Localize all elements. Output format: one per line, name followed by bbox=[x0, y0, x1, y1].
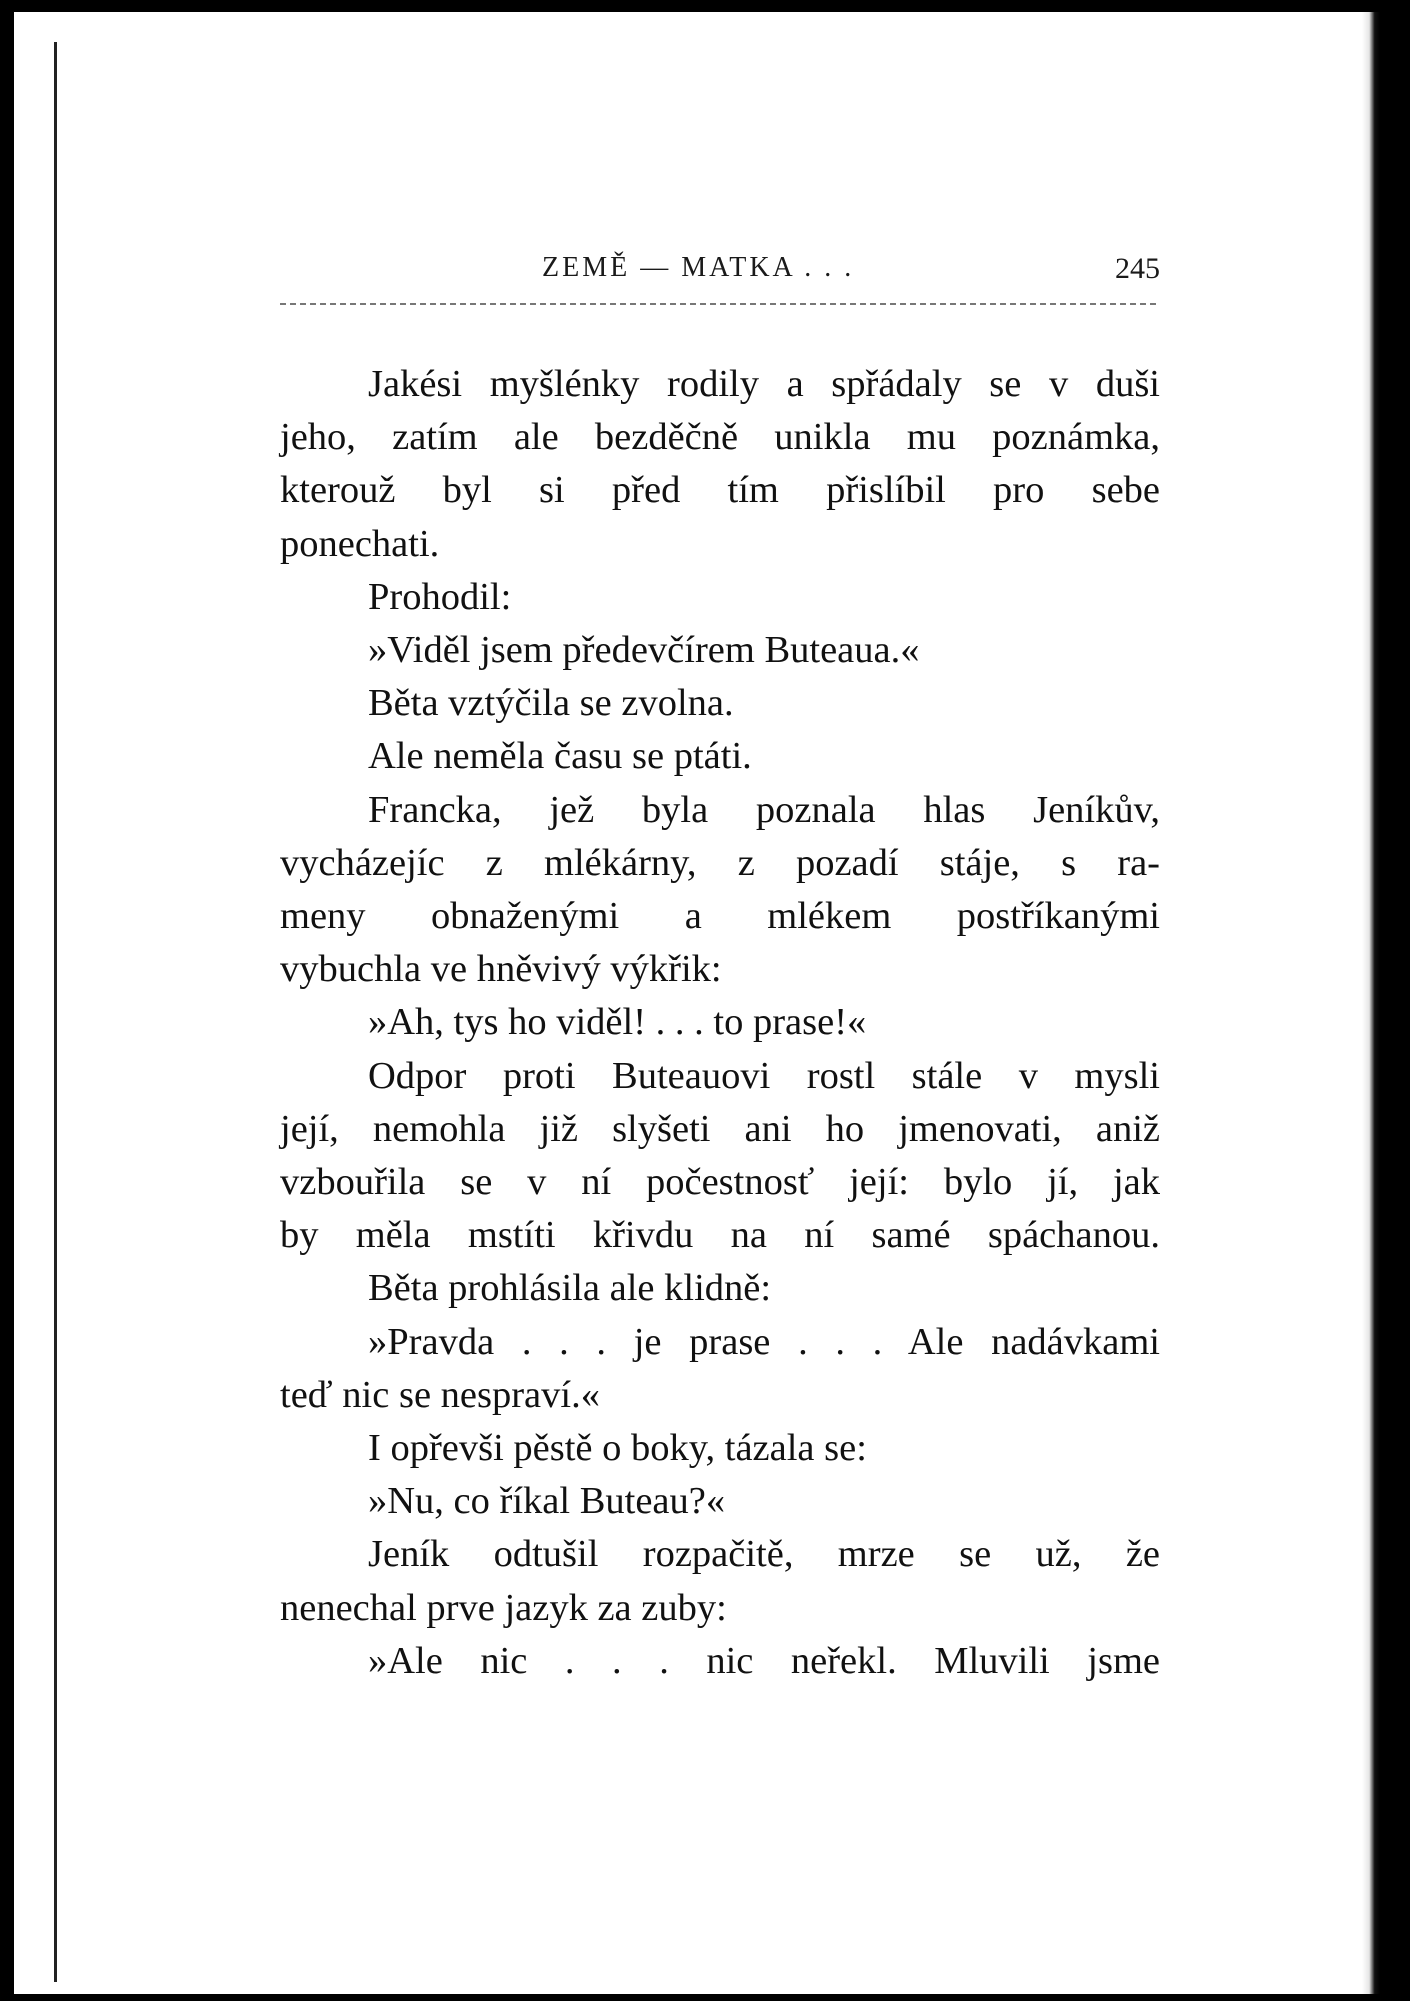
text-line: Běta prohlásila ale klidně: bbox=[368, 1267, 772, 1310]
text-line: by měla mstíti křivdu na ní samé spáchanou. bbox=[280, 1214, 1160, 1257]
text-line: I opřevši pěstě o boky, tázala se: bbox=[368, 1427, 867, 1470]
text-line: vycházejíc z mlékárny, z pozadí stáje, s ra- bbox=[280, 841, 1160, 884]
text-line: Běta vztýčila se zvolna. bbox=[368, 682, 734, 725]
text-line: vybuchla ve hněvivý výkřik: bbox=[280, 948, 722, 991]
text-line: vzbouřila se v ní počestnosť její: bylo jí, jak bbox=[280, 1161, 1160, 1204]
text-line: kterouž byl si před tím přislíbil pro sebe bbox=[280, 469, 1160, 512]
text-line: »Pravda . . . je prase . . . Ale nadávkami bbox=[368, 1320, 1160, 1363]
text-line: ponechati. bbox=[280, 522, 440, 565]
text-line: Jeník odtušil rozpačitě, mrze se už, že bbox=[368, 1533, 1160, 1576]
page-spine-edge bbox=[54, 42, 57, 1982]
text-line: Jakési myšlénky rodily a spřádaly se v duši bbox=[368, 363, 1160, 405]
text-line: »Ah, tys ho viděl! . . . to prase!« bbox=[368, 1001, 867, 1044]
text-line: Ale neměla času se ptáti. bbox=[368, 735, 752, 778]
text-line: nenechal prve jazyk za zuby: bbox=[280, 1586, 727, 1629]
text-line: Odpor proti Buteauovi rostl stále v mysli bbox=[368, 1054, 1160, 1097]
body-text bbox=[280, 358, 1160, 1688]
text-line: Francka, jež byla poznala hlas Jeníkův, bbox=[368, 788, 1160, 831]
text-line: »Nu, co říkal Buteau?« bbox=[368, 1480, 726, 1523]
page-right-edge-shadow bbox=[1362, 12, 1380, 1994]
text-line: Prohodil: bbox=[368, 575, 512, 618]
running-title: ZEMĚ — MATKA . . . bbox=[542, 252, 855, 283]
text-line: jeho, zatím ale bezděčně unikla mu poznámka, bbox=[280, 416, 1160, 459]
header-rule bbox=[280, 303, 1156, 305]
text-line: »Ale nic . . . nic neřekl. Mluvili jsme bbox=[368, 1639, 1160, 1682]
text-line: meny obnaženými a mlékem postříkanými bbox=[280, 895, 1160, 938]
text-line: její, nemohla již slyšeti ani ho jmenovati, aniž bbox=[280, 1107, 1160, 1150]
text-line: teď nic se nespraví.« bbox=[280, 1373, 600, 1416]
page-number: 245 bbox=[1115, 252, 1160, 285]
page-header bbox=[280, 252, 1160, 292]
text-line: »Viděl jsem předevčírem Buteaua.« bbox=[368, 629, 920, 672]
